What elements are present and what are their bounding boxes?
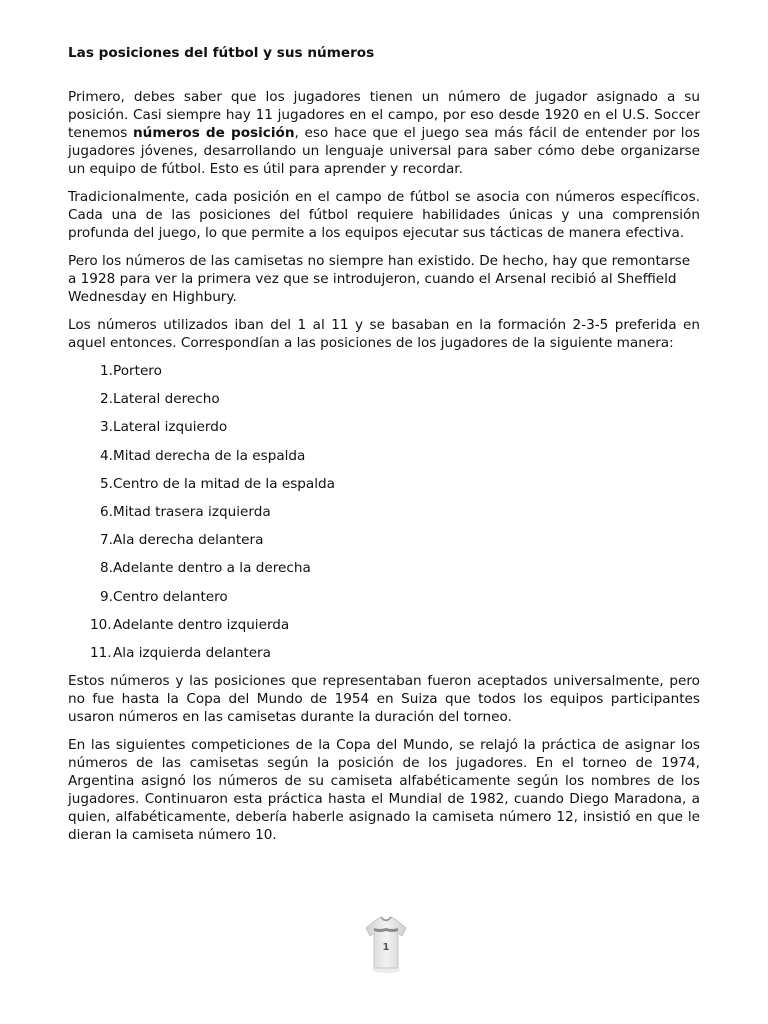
document-page <box>68 44 700 854</box>
intro-text-end: , eso hace que el juego sea más fácil de entender por los jugadores jóvenes, desarrollando un lenguaje universal para saber cómo debe organizarse un equipo de fútbol. Esto es útil para aprender y recordar. <box>68 125 700 177</box>
paragraph-intro <box>68 88 700 178</box>
list-item-label: Ala derecha delantera <box>113 532 264 549</box>
list-item-label: Portero <box>113 363 162 379</box>
list-item <box>68 447 700 465</box>
paragraph-numbers: Los números utilizados iban del 1 al 11 y se basaban en la formación 2-3-5 preferida en aquel entonces. Correspondían a las posiciones de los jugadores de la siguiente manera: <box>68 317 700 351</box>
list-item-label: Ala izquierda delantera <box>113 644 271 661</box>
list-item-label: Lateral derecho <box>113 391 220 408</box>
list-item-number: 8. <box>100 560 113 577</box>
list-item <box>68 588 700 606</box>
list-item-label: Centro de la mitad de la espalda <box>113 475 335 492</box>
list-item <box>68 418 700 436</box>
list-item-label: Lateral izquierdo <box>113 419 228 436</box>
list-item-number: 1. <box>100 363 113 379</box>
list-item-number: 3. <box>100 419 113 436</box>
list-item-label: Mitad trasera izquierda <box>113 503 271 520</box>
list-item <box>68 390 700 408</box>
jersey-graphic <box>362 914 410 974</box>
list-item <box>68 503 700 521</box>
jersey-icon <box>362 914 410 974</box>
page-number: 1 <box>382 942 390 953</box>
list-item <box>68 475 700 493</box>
list-item <box>68 644 700 662</box>
paragraph-maradona: En las siguientes competiciones de la Copa del Mundo, se relajó la práctica de asignar los números de las camisetas según la posición de los jugadores. En el torneo de 1974, Argentina asignó los números de su camiseta alfabéticamente según los nombres de los jugadores. Continuaron esta práctica hasta el Mundial de 1982, cuando Diego Maradona, a quien, alfabéticamente, debería haberle asignado la camiseta número 12, insistió en que le dieran la camiseta número 10. <box>68 737 700 844</box>
paragraph-1954: Estos números y las posiciones que representaban fueron aceptados universalmente, pero no fue hasta la Copa del Mundo de 1954 en Suiza que todos los equipos participantes usaron números en las camisetas durante la duración del torneo. <box>68 673 700 726</box>
list-item-number: 7. <box>100 532 113 549</box>
paragraph-tradition: Tradicionalmente, cada posición en el campo de fútbol se asocia con números específicos. Cada una de las posiciones del fútbol requiere habilidades únicas y una comprensión profunda del juego, lo que permite a los equipos ejecutar sus tácticas de manera efectiva. <box>68 189 700 241</box>
list-item-label: Adelante dentro a la derecha <box>113 560 311 577</box>
list-item-number: 6. <box>100 503 113 520</box>
list-item-label: Centro delantero <box>113 588 228 605</box>
positions-list <box>68 362 700 662</box>
list-item <box>68 531 700 549</box>
list-item-label: Mitad derecha de la espalda <box>113 447 306 464</box>
list-item-number: 4. <box>100 447 113 464</box>
document-title: Las posiciones del fútbol y sus números <box>68 45 375 61</box>
list-item-number: 5. <box>100 475 113 492</box>
intro-text-start: Primero, debes saber que los jugadores tienen un número de jugador asignado a su posición. Casi siempre hay 11 jugadores en el campo, por eso desde 1920 en el U.S. Soccer tenemos <box>68 89 700 141</box>
list-item <box>68 559 700 577</box>
list-item <box>68 362 700 380</box>
list-item-label: Adelante dentro izquierda <box>113 616 290 633</box>
list-item-number: 2. <box>100 391 113 408</box>
intro-bold-text: números de posición <box>132 125 295 141</box>
list-item-number: 9. <box>100 588 113 605</box>
list-item-number: 11. <box>90 644 112 661</box>
list-item <box>68 616 700 634</box>
paragraph-history: Pero los números de las camisetas no siempre han existido. De hecho, hay que remontarse a 1928 para ver la primera vez que se introdujeron, cuando el Arsenal recibió al Sheffield Wednesday en Highbury. <box>68 253 691 305</box>
list-item-number: 10. <box>90 616 112 633</box>
